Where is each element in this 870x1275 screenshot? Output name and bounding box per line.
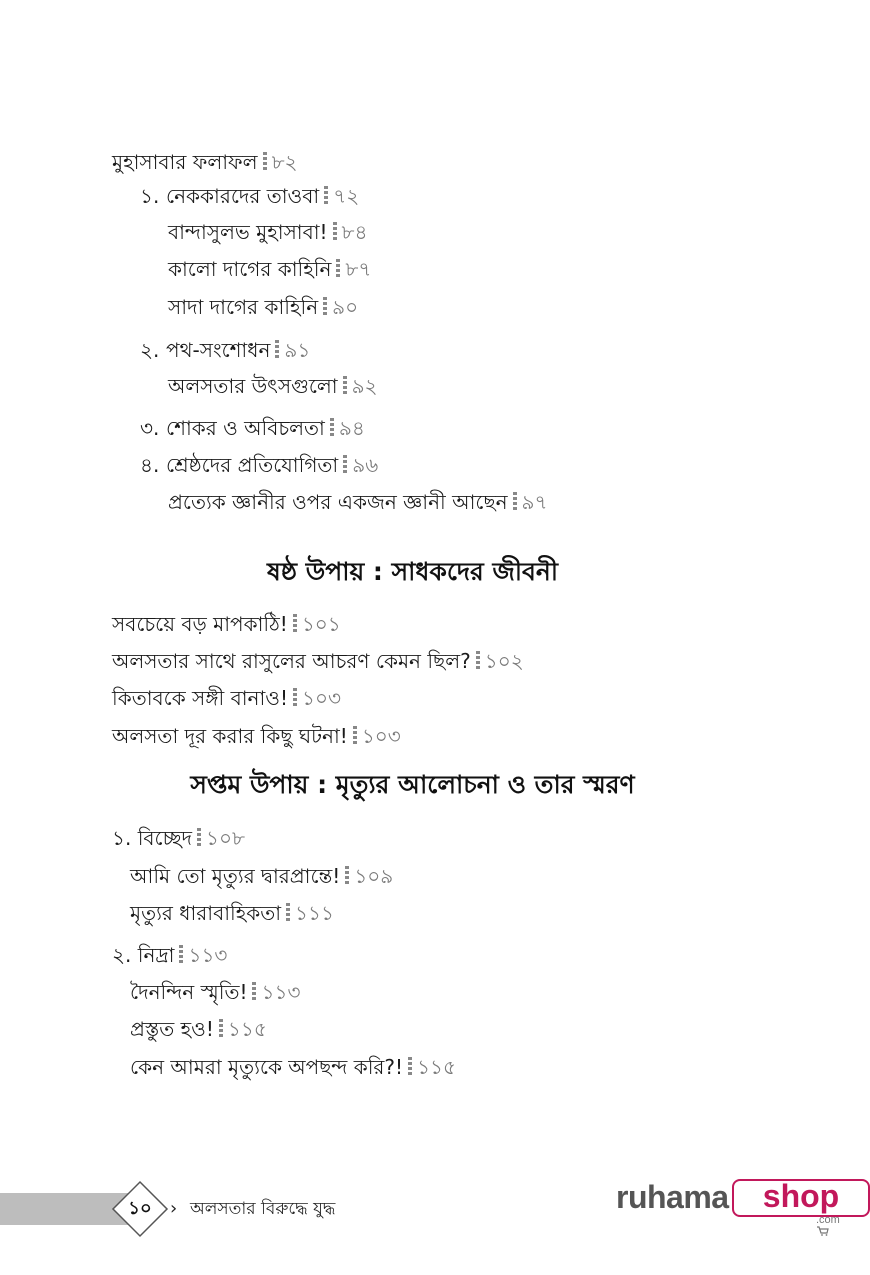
toc-entry-page: ৯৬ (352, 453, 379, 477)
toc-entry-title: অলসতার উৎসগুলো (168, 374, 338, 398)
toc-entry-number: ৩. (140, 416, 160, 440)
toc-entry (168, 218, 368, 246)
toc-entry-page: ১০১ (301, 612, 341, 636)
dotted-separator (323, 297, 327, 317)
dotted-separator (179, 945, 183, 965)
toc-entry (140, 182, 359, 210)
dotted-separator (333, 222, 337, 242)
toc-entry-title: সাদা দাগের কাহিনি (168, 295, 319, 319)
toc-entry (168, 255, 371, 283)
toc-entry (130, 899, 334, 927)
toc-entry (130, 1053, 456, 1081)
toc-entry-title: কিতাবকে সঙ্গী বানাও! (112, 686, 288, 710)
toc-entry-number: ১. (140, 184, 160, 208)
toc-entry-title: নেককারদের তাওবা (166, 184, 320, 208)
toc-entry (112, 684, 341, 712)
toc-entry-page: ১০৯ (354, 864, 394, 888)
toc-entry-title: অলসতা দূর করার কিছু ঘটনা! (112, 724, 348, 748)
toc-entry-page: ৮২ (271, 150, 298, 174)
dotted-separator (336, 259, 340, 279)
toc-entry-number: ২. (140, 338, 160, 362)
toc-entry-page: ১১৩ (261, 980, 301, 1004)
dotted-separator (353, 726, 357, 746)
toc-entry-title: কেন আমরা মৃত্যুকে অপছন্দ করি?! (130, 1055, 404, 1079)
toc-entry-page: ১১৩ (188, 943, 228, 967)
toc-entry-page: ৮৪ (341, 220, 368, 244)
dotted-separator (513, 492, 517, 512)
toc-entry-page: ১০৮ (206, 826, 245, 850)
toc-entry-page: ৯০ (332, 295, 359, 319)
toc-entry-title: বান্দাসুলভ মুহাসাবা! (168, 220, 328, 244)
toc-entry (112, 610, 341, 638)
toc-entry-number: ৪. (140, 453, 160, 477)
toc-entry (140, 451, 378, 479)
toc-entry-title: মুহাসাবার ফলাফল (112, 150, 258, 174)
toc-entry-page: ১০৩ (302, 686, 341, 710)
toc-entry-title: অলসতার সাথে রাসুলের আচরণ কেমন ছিল? (112, 649, 471, 673)
dotted-separator (408, 1057, 412, 1077)
dotted-separator (343, 376, 347, 396)
toc-entry (130, 1015, 267, 1043)
dotted-separator (275, 340, 279, 360)
toc-entry (112, 824, 245, 852)
dotted-separator (263, 152, 267, 172)
toc-entry (168, 372, 378, 400)
toc-entry-title: মৃত্যুর ধারাবাহিকতা (130, 901, 282, 925)
toc-entry-title: প্রস্তুত হও! (130, 1017, 214, 1041)
toc-entry-page: ১১৫ (227, 1017, 267, 1041)
toc-entry (168, 488, 548, 516)
section-heading: সপ্তম উপায় : মৃত্যুর আলোচনা ও তার স্মরণ (190, 770, 635, 799)
toc-entry-page: ১০৩ (361, 724, 401, 748)
dotted-separator (219, 1019, 223, 1039)
dotted-separator (293, 688, 297, 708)
toc-entry-page: ১১৫ (417, 1055, 456, 1079)
toc-entry-title: ২. নিদ্রা (112, 943, 175, 967)
toc-entry-page: ৯২ (351, 374, 378, 398)
section-heading: ষষ্ঠ উপায় : সাধকদের জীবনী (266, 557, 558, 586)
dotted-separator (197, 828, 201, 848)
dotted-separator (252, 982, 256, 1002)
toc-entry-title: শ্রেষ্ঠদের প্রতিযোগিতা (166, 453, 339, 477)
chevron-right-icon: › (170, 1198, 178, 1219)
toc-entry (112, 722, 401, 750)
toc-entry-page: ৯৪ (338, 416, 365, 440)
toc-entry (130, 862, 393, 890)
toc-entry (112, 941, 227, 969)
toc-entry (130, 978, 300, 1006)
toc-entry (140, 336, 310, 364)
page-number: ১০ (128, 1198, 152, 1219)
toc-entry-page: ৭২ (333, 184, 360, 208)
dotted-separator (324, 186, 328, 206)
toc-entry (140, 414, 365, 442)
dotted-separator (343, 455, 347, 475)
dotted-separator (476, 651, 480, 671)
footer-bar (0, 1193, 128, 1225)
toc-entry-page: ৮৭ (345, 257, 372, 281)
toc-entry-title: সবচেয়ে বড় মাপকাঠি! (112, 612, 288, 636)
cart-icon (817, 1226, 829, 1236)
logo-domain: .com (816, 1214, 840, 1238)
toc-entry (112, 647, 524, 675)
toc-entry-title: শোকর ও অবিচলতা (166, 416, 325, 440)
running-title: অলসতার বিরুদ্ধে যুদ্ধ (190, 1199, 336, 1219)
dotted-separator (286, 903, 290, 923)
dotted-separator (330, 418, 334, 438)
toc-entry-title: পথ-সংশোধন (166, 338, 271, 362)
toc-entry-page: ৯১ (284, 338, 311, 362)
dotted-separator (345, 866, 349, 886)
toc-entry-title: ১. বিচ্ছেদ (112, 826, 193, 850)
toc-entry-title: দৈনন্দিন স্মৃতি! (130, 980, 248, 1004)
logo-shop: shop (762, 1178, 840, 1214)
toc-entry-title: আমি তো মৃত্যুর দ্বারপ্রান্তে! (130, 864, 341, 888)
toc-entry-title: প্রত্যেক জ্ঞানীর ওপর একজন জ্ঞানী আছেন (168, 490, 508, 514)
toc-entry-title: কালো দাগের কাহিনি (168, 257, 332, 281)
logo-brand: ruhama (616, 1179, 729, 1215)
toc-entry-page: ৯৭ (521, 490, 548, 514)
toc-entry-page: ১১১ (295, 901, 334, 925)
dotted-separator (293, 614, 297, 634)
toc-entry (168, 293, 358, 321)
toc-entry-page: ১০২ (484, 649, 524, 673)
toc-entry (112, 148, 298, 176)
